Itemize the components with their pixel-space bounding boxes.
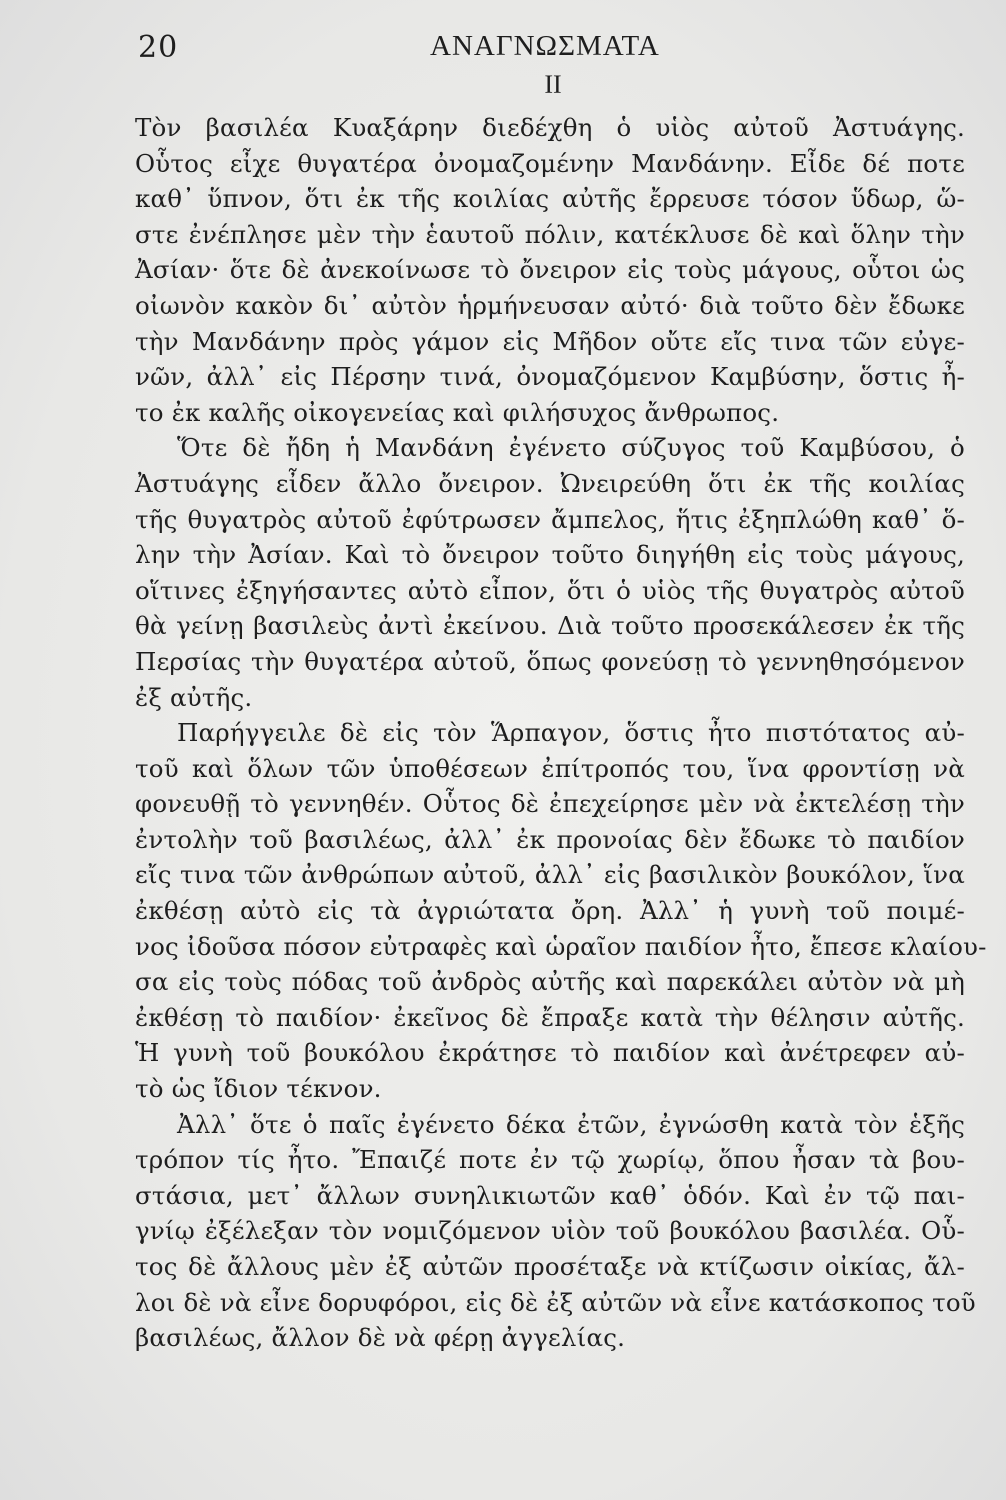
text-line: Ἡ γυνὴ τοῦ βουκόλου ἐκράτησε τὸ παιδίον καὶ ἀνέτρεφεν αὐ- — [135, 1038, 965, 1068]
text-line: σα εἰς τοὺς πόδας τοῦ ἀνδρὸς αὐτῆς καὶ παρεκάλει αὐτὸν νὰ μὴ — [135, 967, 965, 997]
text-line: νος ἰδοῦσα πόσον εὐτραφὲς καὶ ὡραῖον παιδίον ἦτο, ἔπεσε κλαίου- — [135, 931, 987, 961]
text-line: Οὗτος εἶχε θυγατέρα ὀνομαζομένην Μανδάνην. Εἶδε δέ ποτε — [135, 148, 965, 178]
running-title: ΑΝΑΓΝΩΣΜΑΤΑ — [430, 30, 660, 62]
section-number: ΙΙ — [544, 70, 562, 99]
text-line: Ἀλλ᾽ ὅτε ὁ παῖς ἐγένετο δέκα ἐτῶν, ἐγνώσθη κατὰ τὸν ἑξῆς — [177, 1109, 965, 1139]
text-line: ἐκθέσῃ τὸ παιδίον· ἐκεῖνος δὲ ἔπραξε κατὰ τὴν θέλησιν αὐτῆς. — [135, 1002, 965, 1032]
text-line: το ἐκ καλῆς οἰκογενείας καὶ φιλήσυχος ἄνθρωπος. — [135, 397, 780, 427]
text-line: τος δὲ ἄλλους μὲν ἐξ αὐτῶν προσέταξε νὰ κτίζωσιν οἰκίας, ἄλ- — [135, 1252, 965, 1281]
text-line: ἐκθέσῃ αὐτὸ εἰς τὰ ἀγριώτατα ὄρη. Ἀλλ᾽ ἡ γυνὴ τοῦ ποιμέ- — [135, 896, 965, 926]
body-text — [135, 110, 987, 1356]
text-line: τοῦ καὶ ὅλων τῶν ὑποθέσεων ἐπίτροπός του, ἵνα φροντίσῃ νὰ — [135, 753, 965, 783]
text-line: ἐξ αὐτῆς. — [135, 682, 253, 712]
text-line: οἵτινες ἐξηγήσαντες αὐτὸ εἶπον, ὅτι ὁ υἱὸς τῆς θυγατρὸς αὐτοῦ — [135, 575, 965, 605]
page-header — [138, 24, 968, 68]
text-line: τὴν Μανδάνην πρὸς γάμον εἰς Μῆδον οὔτε εἴς τινα τῶν εὐγε- — [135, 326, 965, 356]
text-line: ἐντολὴν τοῦ βασιλέως, ἀλλ᾽ ἐκ προνοίας δὲν ἔδωκε τὸ παιδίον — [135, 824, 965, 854]
paragraph — [135, 430, 965, 715]
text-line: τρόπον τίς ἦτο. Ἔπαιζέ ποτε ἐν τῷ χωρίῳ, ὅπου ἦσαν τὰ βου- — [135, 1145, 965, 1175]
text-line: εἴς τινα τῶν ἀνθρώπων αὐτοῦ, ἀλλ᾽ εἰς βασιλικὸν βουκόλον, ἵνα — [135, 860, 965, 890]
text-line: τὸ ὡς ἴδιον τέκνον. — [135, 1074, 382, 1104]
text-line: νῶν, ἀλλ᾽ εἰς Πέρσην τινά, ὀνομαζόμενον Καμβύσην, ὅστις ἦ- — [135, 362, 965, 392]
text-line: Ἀστυάγης εἶδεν ἄλλο ὄνειρον. Ὠνειρεύθη ὅτι ἐκ τῆς κοιλίας — [135, 468, 965, 498]
page-number: 20 — [138, 30, 179, 65]
text-line: οἰωνὸν κακὸν δι᾽ αὐτὸν ἡρμήνευσαν αὐτό· διὰ τοῦτο δὲν ἔδωκε — [135, 290, 965, 320]
paragraph — [135, 1107, 976, 1356]
text-line: θὰ γείνῃ βασιλεὺς ἀντὶ ἐκείνου. Διὰ τοῦτο προσεκάλεσεν ἐκ τῆς — [135, 611, 965, 641]
text-line: στάσια, μετ᾽ ἄλλων συνηλικιωτῶν καθ᾽ ὁδόν. Καὶ ἐν τῷ παι- — [135, 1180, 965, 1210]
text-line: γνίῳ ἐξέλεξαν τὸν νομιζόμενον υἱὸν τοῦ βουκόλου βασιλέα. Οὗ- — [135, 1216, 965, 1246]
text-line: λοι δὲ νὰ εἶνε δορυφόροι, εἰς δὲ ἐξ αὐτῶν νὰ εἶνε κατάσκοπος τοῦ — [135, 1287, 976, 1317]
text-line: Ἀσίαν· ὅτε δὲ ἀνεκοίνωσε τὸ ὄνειρον εἰς τοὺς μάγους, οὗτοι ὡς — [135, 255, 965, 285]
text-line: τῆς θυγατρὸς αὐτοῦ ἐφύτρωσεν ἄμπελος, ἥτις ἐξηπλώθη καθ᾽ ὅ- — [135, 504, 965, 534]
text-line: Ὅτε δὲ ἤδη ἡ Μανδάνη ἐγένετο σύζυγος τοῦ Καμβύσου, ὁ — [177, 433, 965, 463]
paragraph — [135, 110, 965, 430]
text-line: Τὸν βασιλέα Κυαξάρην διεδέχθη ὁ υἱὸς αὐτοῦ Ἀστυάγης. — [135, 113, 965, 142]
text-line: Περσίας τὴν θυγατέρα αὐτοῦ, ὅπως φονεύσῃ τὸ γεννηθησόμενον — [135, 646, 965, 676]
text-line: Παρήγγειλε δὲ εἰς τὸν Ἅρπαγον, ὅστις ἦτο πιστότατος αὐ- — [177, 718, 965, 748]
paragraph — [135, 715, 987, 1107]
text-line: φονευθῇ τὸ γεννηθέν. Οὗτος δὲ ἐπεχείρησε μὲν νὰ ἐκτελέσῃ τὴν — [135, 789, 965, 819]
text-line: στε ἐνέπλησε μὲν τὴν ἑαυτοῦ πόλιν, κατέκλυσε δὲ καὶ ὅλην τὴν — [135, 219, 965, 249]
text-line: βασιλέως, ἄλλον δὲ νὰ φέρῃ ἀγγελίας. — [135, 1323, 626, 1353]
text-line: λην τὴν Ἀσίαν. Καὶ τὸ ὄνειρον τοῦτο διηγήθη εἰς τοὺς μάγους, — [135, 540, 965, 570]
text-line: καθ᾽ ὕπνον, ὅτι ἐκ τῆς κοιλίας αὐτῆς ἔρρευσε τόσον ὕδωρ, ὥ- — [135, 184, 965, 214]
